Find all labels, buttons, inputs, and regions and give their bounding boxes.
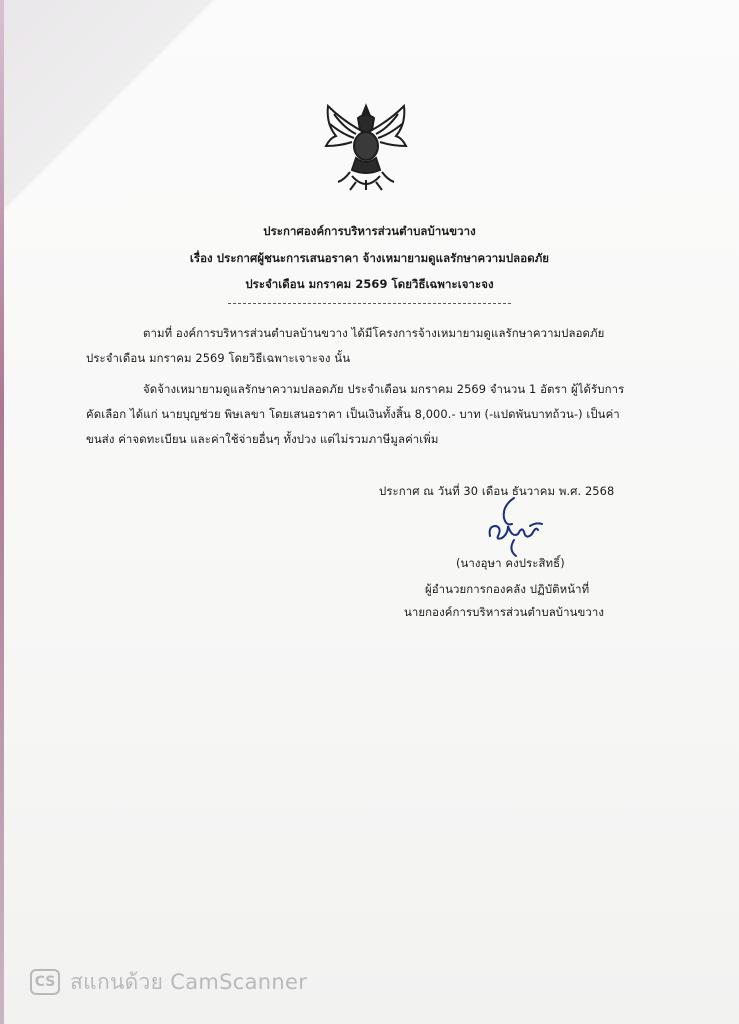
announcement-subject: เรื่อง ประกาศผู้ชนะการเสนอราคา จ้างเหมายามดูแลรักษาความปลอดภัย: [189, 251, 550, 265]
page-edge: [0, 0, 4, 1024]
paragraph2-line2: คัดเลือก ได้แก่ นายบุญช่วย พิษเลขา โดยเสนอราคา เป็นเงินทั้งสิ้น 8,000.- บาท (-แปดพันบาทถ้วน-) เป็นค่า: [86, 407, 620, 421]
announce-date: ประกาศ ณ วันที่ 30 เดือน ธันวาคม พ.ศ. 2568: [379, 484, 615, 498]
watermark-text: สแกนด้วย CamScanner: [70, 969, 308, 994]
divider-line: [228, 303, 511, 304]
announcement-period: ประจำเดือน มกราคม 2569 โดยวิธีเฉพาะเจาะจง: [245, 277, 494, 291]
camscanner-watermark: [30, 966, 307, 998]
paragraph1-line2: ประจำเดือน มกราคม 2569 โดยวิธีเฉพาะเจาะจง นั้น: [86, 351, 351, 365]
garuda-emblem-icon: [322, 100, 410, 192]
announcement-heading: ประกาศองค์การบริหารส่วนตำบลบ้านขวาง: [263, 224, 476, 238]
paragraph2-line1: จัดจ้างเหมายามดูแลรักษาความปลอดภัย ประจำเดือน มกราคม 2569 จำนวน 1 อัตรา ผู้ได้รับการ: [143, 382, 625, 396]
paragraph2-line3: ขนส่ง ค่าจดทะเบียน และค่าใช้จ่ายอื่นๆ ทั้งปวง แต่ไม่รวมภาษีมูลค่าเพิ่ม: [86, 432, 439, 446]
signatory-organization: นายกองค์การบริหารส่วนตำบลบ้านขวาง: [404, 605, 605, 619]
paragraph1-line1: ตามที่ องค์การบริหารส่วนตำบลบ้านขวาง ได้มีโครงการจ้างเหมายามดูแลรักษาความปลอดภัย: [143, 326, 605, 340]
handwritten-signature: [478, 496, 568, 560]
camscanner-logo-icon: CS: [30, 969, 60, 995]
signatory-position: ผู้อำนวยการกองคลัง ปฏิบัติหน้าที่: [425, 582, 590, 596]
page-fold-shadow: [0, 0, 260, 210]
signatory-name: (นางอุษา คงประสิทธิ์): [456, 556, 565, 570]
